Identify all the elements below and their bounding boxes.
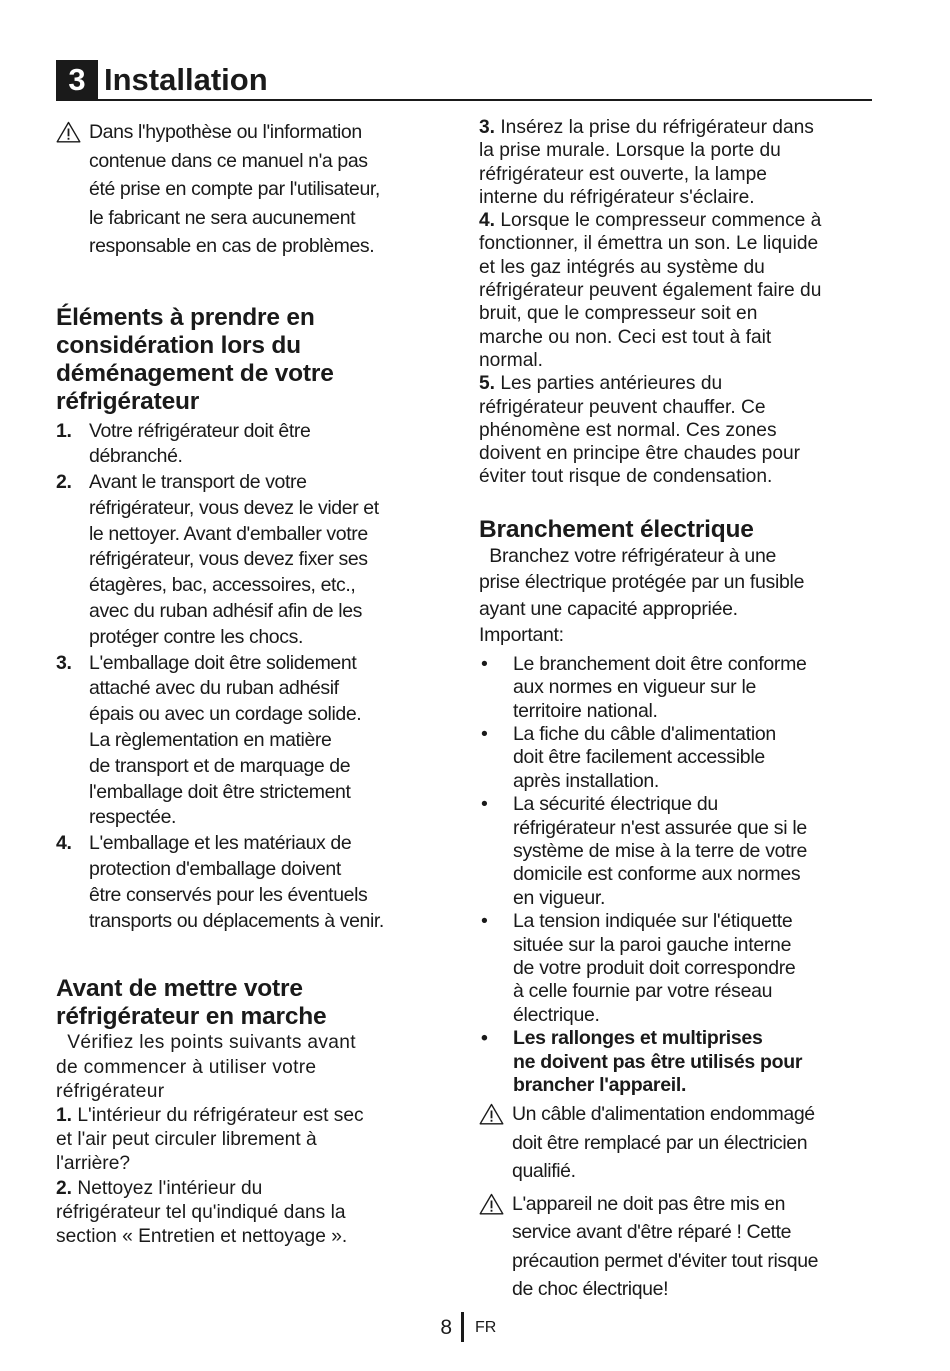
step-text: L'intérieur du réfrigérateur est sec bbox=[72, 1105, 364, 1127]
line: réfrigérateur est ouverte, la lampe bbox=[479, 163, 767, 185]
bullet-dot: • bbox=[481, 1027, 488, 1050]
line: Les rallonges et multiprises bbox=[513, 1027, 763, 1050]
bullet-dot: • bbox=[481, 910, 488, 933]
line: Le branchement doit être conforme bbox=[513, 652, 807, 675]
warning-triangle-icon bbox=[56, 121, 81, 143]
line: interne du réfrigérateur s'éclaire. bbox=[479, 186, 755, 208]
line: réfrigérateur peuvent également faire du bbox=[479, 280, 822, 302]
line: avec du ruban adhésif afin de les bbox=[89, 600, 362, 623]
line: L'appareil ne doit pas être mis en bbox=[512, 1192, 786, 1215]
line: attaché avec du ruban adhésif bbox=[89, 677, 339, 700]
warning-line: été prise en compte par l'utilisateur, bbox=[89, 178, 380, 200]
moving-list bbox=[56, 419, 448, 935]
list-item-number: 2. bbox=[56, 471, 72, 494]
page-footer bbox=[0, 1312, 950, 1344]
before-start-step bbox=[56, 1177, 448, 1250]
step-number: 5. bbox=[479, 373, 496, 395]
bullet-item bbox=[479, 793, 897, 910]
line: l'emballage doit être strictement bbox=[89, 780, 351, 803]
line: respectée. bbox=[89, 806, 177, 829]
line: et l'air peut circuler librement à bbox=[56, 1129, 317, 1151]
line: réfrigérateur bbox=[56, 1080, 165, 1102]
electrical-section-title: Branchement électrique bbox=[479, 515, 754, 543]
line: marche ou non. Ceci est tout à fait bbox=[479, 326, 772, 348]
moving-section-title bbox=[56, 304, 448, 416]
chapter-number: 3 bbox=[56, 60, 98, 100]
line: Avant le transport de votre bbox=[89, 471, 307, 494]
bullet-item bbox=[479, 723, 897, 793]
line: de transport et de marquage de bbox=[89, 754, 351, 777]
bullet-dot: • bbox=[481, 722, 488, 745]
line: doit être facilement accessible bbox=[513, 746, 765, 769]
list-item-number: 1. bbox=[56, 419, 72, 442]
line: protéger contre les chocs. bbox=[89, 625, 303, 648]
install-step bbox=[479, 372, 897, 488]
line: à celle fournie par votre réseau bbox=[513, 980, 773, 1003]
chapter-header bbox=[56, 60, 872, 101]
line: protection d'emballage doivent bbox=[89, 858, 341, 881]
line: aux normes en vigueur sur le bbox=[513, 676, 757, 699]
intro-warning bbox=[56, 118, 448, 261]
right-column bbox=[479, 116, 897, 1304]
title-line: Avant de mettre votre bbox=[56, 975, 303, 1003]
line: La sécurité électrique du bbox=[513, 793, 718, 816]
line: éviter tout risque de condensation. bbox=[479, 466, 773, 488]
before-start-section-title bbox=[56, 975, 448, 1031]
line: prise électrique protégée par un fusible bbox=[479, 571, 805, 594]
list-item-number: 3. bbox=[56, 651, 72, 674]
list-item bbox=[56, 831, 448, 934]
line: de choc électrique! bbox=[512, 1278, 669, 1301]
line bbox=[479, 372, 897, 395]
step-text: Les parties antérieures du bbox=[495, 373, 723, 395]
page-language: FR bbox=[475, 1319, 497, 1336]
line: précaution permet d'éviter tout risque bbox=[512, 1249, 819, 1272]
line: Un câble d'alimentation endommagé bbox=[512, 1103, 815, 1126]
line: réfrigérateur tel qu'indiqué dans la bbox=[56, 1201, 346, 1223]
step-text: Lorsque le compresseur commence à bbox=[495, 210, 822, 232]
line: Vérifiez les points suivants avant bbox=[56, 1032, 356, 1054]
line: bruit, que le compresseur soit en bbox=[479, 303, 758, 325]
title-line: considération lors du bbox=[56, 331, 301, 359]
line: de commencer à utiliser votre bbox=[56, 1056, 317, 1078]
line: ayant une capacité appropriée. bbox=[479, 597, 738, 620]
step-number: 2. bbox=[56, 1177, 73, 1199]
title-line: réfrigérateur en marche bbox=[56, 1003, 327, 1031]
step-number: 1. bbox=[56, 1105, 73, 1127]
line: située sur la paroi gauche interne bbox=[513, 933, 792, 956]
line: Votre réfrigérateur doit être bbox=[89, 419, 311, 442]
title-line: Éléments à prendre en bbox=[56, 303, 315, 331]
list-item bbox=[56, 651, 448, 832]
line: La fiche du câble d'alimentation bbox=[513, 722, 776, 745]
line: section « Entretien et nettoyage ». bbox=[56, 1226, 348, 1248]
chapter-title: Installation bbox=[104, 62, 268, 97]
line: réfrigérateur peuvent chauffer. Ce bbox=[479, 396, 766, 418]
install-step bbox=[479, 116, 897, 209]
line: la prise murale. Lorsque la porte du bbox=[479, 140, 781, 162]
left-column bbox=[56, 118, 448, 1249]
step-text: Insérez la prise du réfrigérateur dans bbox=[495, 117, 814, 138]
list-item-number: 4. bbox=[56, 832, 72, 855]
electrical-intro bbox=[479, 543, 897, 649]
line: qualifié. bbox=[512, 1160, 576, 1183]
line: phénomène est normal. Ces zones bbox=[479, 419, 777, 441]
line: électrique. bbox=[513, 1003, 600, 1026]
warning-line: le fabricant ne sera aucunement bbox=[89, 206, 356, 229]
line: et les gaz intégrés au système du bbox=[479, 256, 765, 278]
before-start-intro bbox=[56, 1031, 448, 1104]
line: réfrigérateur, vous devez le vider et bbox=[89, 496, 379, 519]
warning-line: Dans l'hypothèse ou l'information bbox=[89, 121, 362, 143]
line: service avant d'être réparé ! Cette bbox=[512, 1221, 792, 1244]
line: La règlementation en matière bbox=[89, 729, 332, 752]
step-text: Nettoyez l'intérieur du bbox=[72, 1177, 263, 1199]
line: réfrigérateur, vous devez fixer ses bbox=[89, 548, 368, 571]
electrical-warning bbox=[479, 1100, 897, 1186]
bullet-dot: • bbox=[481, 652, 488, 675]
bullet-item bbox=[479, 653, 897, 723]
line: ne doivent pas être utilisés pour bbox=[513, 1050, 803, 1073]
warning-triangle-icon bbox=[479, 1193, 504, 1215]
line: système de mise à la terre de votre bbox=[513, 840, 808, 862]
line: brancher l'appareil. bbox=[513, 1074, 687, 1097]
before-start-step bbox=[56, 1104, 448, 1177]
install-step bbox=[479, 209, 897, 372]
line: le nettoyer. Avant d'emballer votre bbox=[89, 522, 368, 545]
line: transports ou déplacements à venir. bbox=[89, 909, 384, 932]
line: doit être remplacé par un électricien bbox=[512, 1131, 808, 1154]
list-item bbox=[56, 470, 448, 651]
line: être conservés pour les éventuels bbox=[89, 883, 368, 906]
warning-line: contenue dans ce manuel n'a pas bbox=[89, 149, 368, 172]
line: en vigueur. bbox=[513, 886, 606, 909]
line: l'arrière? bbox=[56, 1153, 131, 1175]
electrical-warning bbox=[479, 1190, 897, 1304]
line: La tension indiquée sur l'étiquette bbox=[513, 910, 793, 933]
line bbox=[56, 1104, 448, 1128]
line: L'emballage doit être solidement bbox=[89, 651, 357, 674]
bullet-dot: • bbox=[481, 793, 488, 816]
line: épais ou avec un cordage solide. bbox=[89, 703, 362, 726]
bullet-item bbox=[479, 910, 897, 1027]
line: réfrigérateur n'est assurée que si le bbox=[513, 816, 807, 839]
list-item bbox=[56, 419, 448, 471]
title-line: réfrigérateur bbox=[56, 387, 200, 415]
line: L'emballage et les matériaux de bbox=[89, 832, 352, 855]
electrical-bullets bbox=[479, 653, 897, 1098]
page-separator bbox=[461, 1312, 464, 1342]
line: de votre produit doit correspondre bbox=[513, 957, 796, 980]
title-line: déménagement de votre bbox=[56, 359, 334, 387]
line: après installation. bbox=[513, 769, 660, 792]
line: Branchez votre réfrigérateur à une bbox=[479, 544, 777, 567]
line: normal. bbox=[479, 349, 543, 371]
line bbox=[479, 116, 897, 139]
warning-line: responsable en cas de problèmes. bbox=[89, 235, 375, 257]
line bbox=[479, 209, 897, 232]
page-number: 8 bbox=[440, 1316, 452, 1339]
line: Important: bbox=[479, 624, 564, 647]
bullet-item bbox=[479, 1027, 897, 1097]
line: territoire national. bbox=[513, 699, 658, 722]
step-number: 4. bbox=[479, 210, 496, 232]
line: fonctionner, il émettra un son. Le liquide bbox=[479, 233, 819, 255]
line: doivent en principe être chaudes pour bbox=[479, 443, 801, 465]
line: étagères, bac, accessoires, etc., bbox=[89, 574, 356, 597]
line: débranché. bbox=[89, 445, 183, 468]
line bbox=[56, 1177, 448, 1201]
warning-triangle-icon bbox=[479, 1103, 504, 1125]
line: domicile est conforme aux normes bbox=[513, 863, 801, 886]
step-number: 3. bbox=[479, 117, 496, 138]
